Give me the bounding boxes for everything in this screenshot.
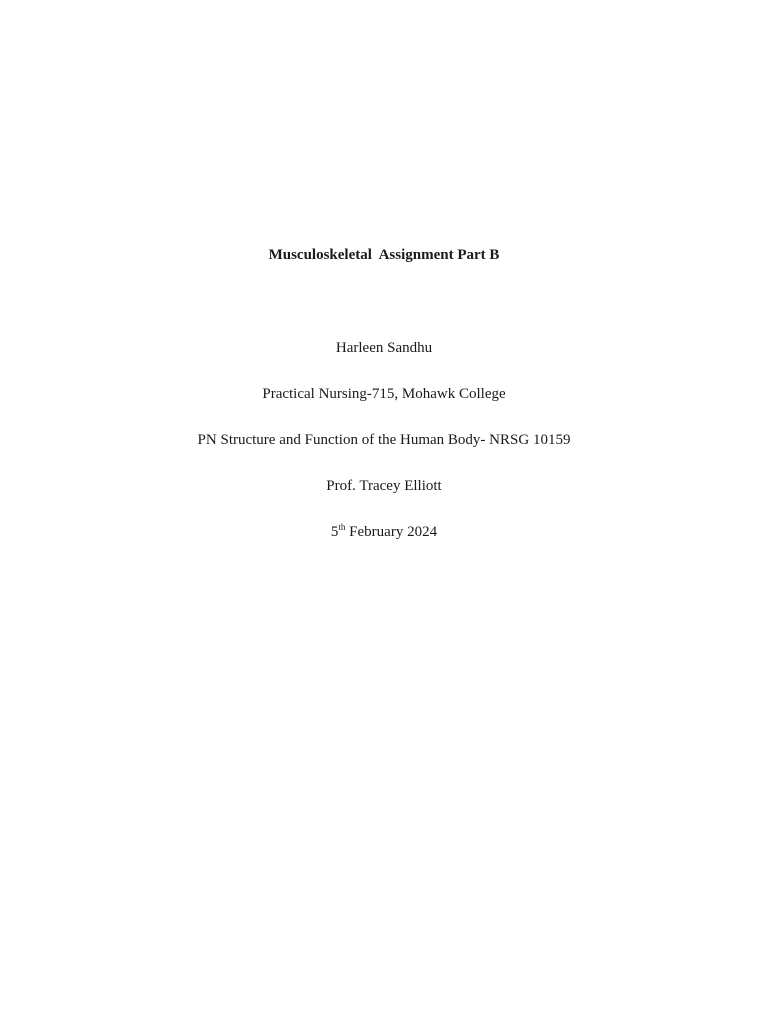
date-month-year: February 2024 — [345, 524, 438, 540]
program-institution: Practical Nursing-715, Mohawk College — [262, 386, 506, 402]
date-ordinal-suffix: th — [338, 522, 346, 532]
professor-name: Prof. Tracey Elliott — [326, 478, 442, 494]
date-day: 5 — [330, 524, 339, 540]
submission-date — [0, 522, 768, 542]
course-name: PN Structure and Function of the Human Body- NRSG 10159 — [197, 432, 571, 448]
document-title: Musculoskeletal Assignment Part B — [268, 247, 500, 263]
author-name: Harleen Sandhu — [335, 340, 433, 356]
